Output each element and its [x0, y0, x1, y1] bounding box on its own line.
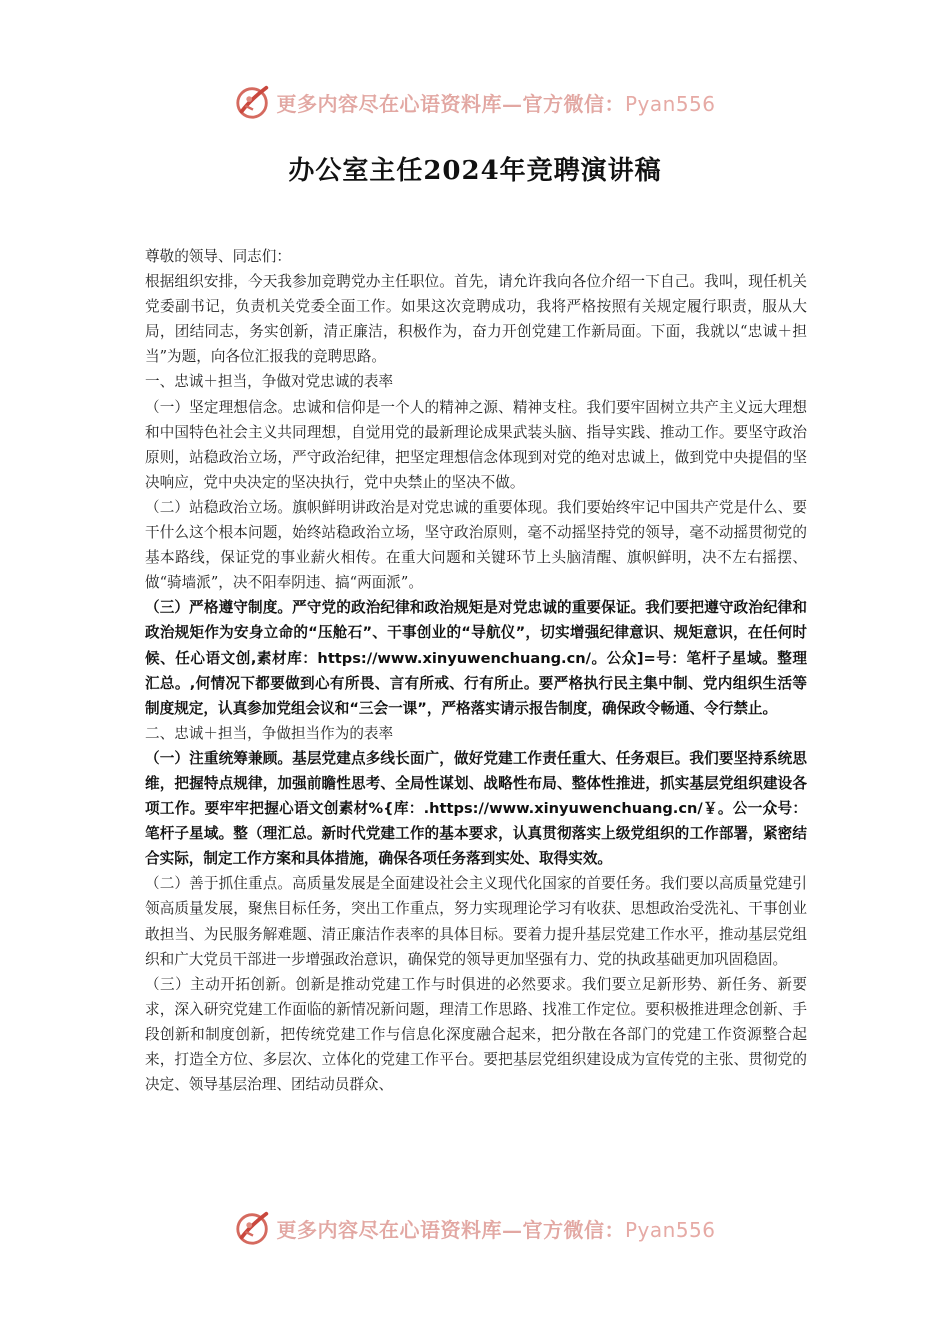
document-body [145, 244, 807, 1097]
document-title: 办公室主任2024年竞聘演讲稿 [288, 156, 662, 186]
paragraph: 一、忠诚＋担当，争做对党忠诚的表率 [145, 373, 394, 391]
wechat-id: Pyan556 [624, 1217, 716, 1242]
banner-text: 更多内容尽在心语资料库—官方微信：Pyan556 [276, 1217, 716, 1242]
paragraph: （一）坚定理想信念。忠诚和信仰是一个人的精神之源、精神支柱。我们要牢固树立共产主义远大理想和中国特色社会主义共同理想，自觉用党的最新理论成果武装头脑、指导实践、推动工作。要坚守政治原则，站稳政治立场，严守政治纪律，把坚定理想信念体现到对党的绝对忠诚上，做到党中央提倡的坚决响应，党中央决定的坚决执行，党中央禁止的坚决不做。 [145, 398, 807, 491]
paragraph: （三）严格遵守制度。严守党的政治纪律和政治规矩是对党忠诚的重要保证。我们要把遵守政治纪律和政治规矩作为安身立命的“压舱石”、干事创业的“导航仪”，切实增强纪律意识、规矩意识，在任何时候、任心语文创,素材库：https://www.xinyuwenchuang.cn/。公众]=号：笔杆子星域。整理汇总。,何情况下都要做到心有所畏、言有所戒、行有所止。要严格执行民主集中制、党内组织生活等制度规定，认真参加党组会议和“三会一课”，严格落实请示报告制度，确保政令畅通、令行禁止。 [145, 599, 807, 717]
banner-text: 更多内容尽在心语资料库—官方微信：Pyan556 [276, 91, 716, 116]
paragraph: 根据组织安排，今天我参加竞聘党办主任职位。首先，请允许我向各位介绍一下自己。我叫，现任机关党委副书记，负责机关党委全面工作。如果这次竞聘成功，我将严格按照有关规定履行职责，服从大局，团结同志，务实创新，清正廉洁，积极作为，奋力开创党建工作新局面。下面，我就以“忠诚＋担当”为题，向各位汇报我的竞聘思路。 [145, 273, 807, 366]
brush-logo-icon [234, 83, 272, 121]
paragraph: （一）注重统筹兼顾。基层党建点多线长面广，做好党建工作责任重大、任务艰巨。我们要坚持系统思维，把握特点规律，加强前瞻性思考、全局性谋划、战略性布局、整体性推进，抓实基层党组织建设各项工作。要牢牢把握心语文创素材%{库：.https://www.xinyuwenchuang.cn/￥。公一众号：笔杆子星域。整（理汇总。新时代党建工作的基本要求，认真贯彻落实上级党组织的工作部署，紧密结合实际，制定工作方案和具体措施，确保各项任务落到实处、取得实效。 [145, 749, 807, 868]
footer-banner [0, 1206, 950, 1250]
paragraph: 尊敬的领导、同志们： [145, 248, 291, 265]
paragraph: （二）站稳政治立场。旗帜鲜明讲政治是对党忠诚的重要体现。我们要始终牢记中国共产党是什么、要干什么这个根本问题，始终站稳政治立场，坚守政治原则，毫不动摇坚持党的领导，毫不动摇贯彻党的基本路线，保证党的事业薪火相传。在重大问题和关键环节上头脑清醒、旗帜鲜明，决不左右摇摆、做“骑墙派”，决不阳奉阴违、搞“两面派”。 [145, 498, 807, 592]
paragraph: （二）善于抓住重点。高质量发展是全面建设社会主义现代化国家的首要任务。我们要以高质量党建引领高质量发展，聚焦目标任务，突出工作重点，努力实现理论学习有收获、思想政治受洗礼、干事创业敢担当、为民服务解难题、清正廉洁作表率的具体目标。要着力提升基层党建工作水平，推动基层党组织和广大党员干部进一步增强政治意识，确保党的领导更加坚强有力、党的执政基础更加巩固稳固。 [145, 875, 807, 968]
wechat-id: Pyan556 [624, 91, 716, 116]
paragraph: （三）主动开拓创新。创新是推动党建工作与时俱进的必然要求。我们要立足新形势、新任务、新要求，深入研究党建工作面临的新情况新问题，理清工作思路、找准工作定位。要积极推进理念创新、手段创新和制度创新，把传统党建工作与信息化深度融合起来，把分散在各部门的党建工作资源整合起来，打造全方位、多层次、立体化的党建工作平台。要把基层党组织建设成为宣传党的主张、贯彻党的决定、领导基层治理、团结动员群众、 [145, 975, 807, 1094]
paragraph: 二、忠诚＋担当，争做担当作为的表率 [145, 724, 394, 742]
brush-logo-icon [234, 1209, 272, 1247]
header-banner [0, 80, 950, 124]
